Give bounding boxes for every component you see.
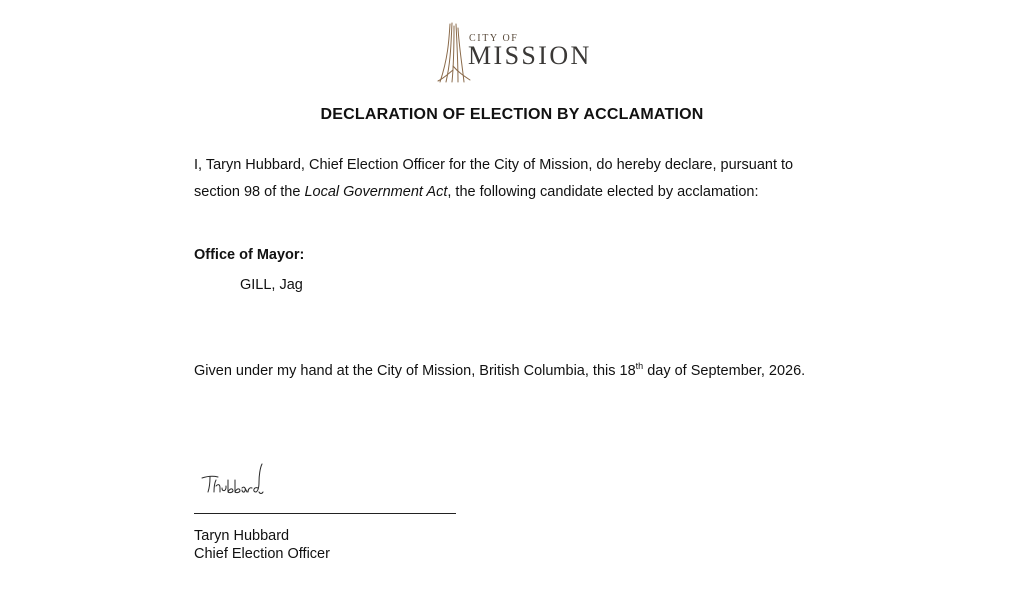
act-name: Local Government Act [304, 184, 448, 200]
city-of-mission-logo [436, 20, 606, 86]
given-suffix: day of September, 2026. [643, 363, 806, 379]
given-ordinal: th [635, 361, 644, 372]
candidate-name: GILL, Jag [240, 277, 303, 293]
logo-city-of-text: CITY OF [469, 33, 519, 44]
declaration-line-2-suffix: , the following candidate elected by acclamation: [447, 184, 759, 200]
declaration-line-2-prefix: section 98 of the [194, 184, 305, 200]
declaration-line-2 [194, 184, 759, 200]
handwritten-signature [200, 458, 280, 502]
declaration-line-1: I, Taryn Hubbard, Chief Election Officer for the City of Mission, do hereby declare, pursuant to [194, 157, 794, 173]
tree-logo-icon [436, 20, 472, 84]
signature-line [194, 513, 456, 514]
office-label: Office of Mayor: [194, 247, 305, 263]
given-statement [194, 363, 805, 379]
document-title: DECLARATION OF ELECTION BY ACCLAMATION [320, 106, 704, 123]
given-prefix: Given under my hand at the City of Mission, British Columbia, this 18 [194, 363, 636, 379]
logo-mission-text: MISSION [468, 41, 592, 70]
signer-title: Chief Election Officer [194, 546, 330, 562]
signer-name: Taryn Hubbard [194, 528, 290, 544]
